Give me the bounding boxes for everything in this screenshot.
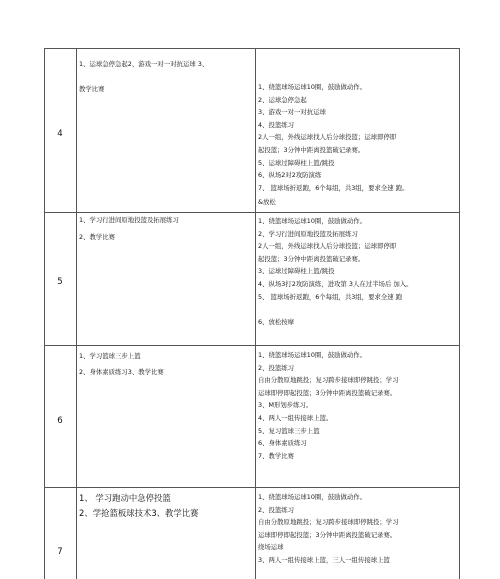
step-line: 2人一组，外线运球找人后分球投篮；运球即停即 xyxy=(258,133,397,142)
step-line: 2、投篮练习 xyxy=(258,363,295,372)
content-line: 2、教学比赛 xyxy=(79,232,116,241)
step-line: 3、M形划步练习。 xyxy=(258,401,313,410)
lesson-content xyxy=(79,491,249,521)
step-line: 7、 篮球场折返跑，6个每组，共3组，要求全速 跑。 xyxy=(258,183,409,192)
step-line: 5、运球过障碍柱上篮/跳投 xyxy=(258,158,335,167)
step-line: 4、两人一组传接球上篮。 xyxy=(258,413,333,422)
step-line: 4、投篮练习 xyxy=(258,120,295,129)
lesson-steps xyxy=(258,349,456,462)
lesson-number: 5 xyxy=(57,277,63,287)
step-line: 3、游戏一对一对抗运球 xyxy=(258,108,326,117)
step-line: 2、投篮练习 xyxy=(258,505,295,514)
row-divider xyxy=(45,345,459,346)
lesson-steps xyxy=(258,215,456,328)
step-line: 6、纵场2对2攻防演练 xyxy=(258,171,322,180)
content-line: 教学比赛 xyxy=(79,85,105,94)
step-line: 3、运球过障碍柱上篮/跳投 xyxy=(258,267,335,276)
step-line: 6、身体素质练习 xyxy=(258,439,307,448)
step-line xyxy=(258,303,456,316)
content-line xyxy=(79,71,249,84)
step-line: 1、绕篮球场运球10圈，鼓励做动作。 xyxy=(258,83,367,91)
lesson-number: 7 xyxy=(57,547,63,557)
step-line: 2、学习行进间原地投篮及拓展练习 xyxy=(258,229,358,238)
lesson-steps xyxy=(258,81,456,209)
column-divider xyxy=(255,49,256,579)
step-line: 6、放松按摩 xyxy=(258,317,295,326)
content-line: 2、学抢篮板球技术3、教学比赛 xyxy=(79,508,199,518)
lesson-number: 4 xyxy=(57,129,63,139)
row-divider xyxy=(45,212,459,213)
step-line: 自由分散原地跳投；复习跨步接球即停跳投；学习 xyxy=(258,376,399,385)
content-line: 1、运球急停急起2、游戏一对一对抗运球 3、 xyxy=(79,60,209,68)
step-line: 2、运球急停急起 xyxy=(258,95,307,104)
content-line: 1、 学习跑动中急停投篮 xyxy=(79,493,171,503)
content-line: 1、学习行进间原地投篮及拓展练习 xyxy=(79,216,179,224)
content-line: 2、身体素质练习3、教学比赛 xyxy=(79,367,164,376)
row-divider xyxy=(45,487,459,488)
column-divider xyxy=(76,49,77,579)
step-line: 2人一组，外线运球找人后分球投篮；运球即停即 xyxy=(258,242,397,251)
lesson-content xyxy=(79,58,249,96)
lesson-content xyxy=(79,214,249,243)
step-line: 1、绕篮球场运球10圈，鼓励做动作。 xyxy=(258,351,367,359)
step-line: 3、两人一组传接球上篮，三人一组传接球上篮 xyxy=(258,555,390,564)
step-line: 运球即停即起投篮；3分钟中距离投篮破记录赛。 xyxy=(258,388,397,397)
step-line: 5、 篮球场折返跑，6个每组，共3组，要求全速 跑 xyxy=(258,292,403,301)
step-line: 1、绕篮球场运球10圈，鼓励做动作。 xyxy=(258,493,367,501)
step-line: 起投篮；3分钟中距离投篮破记录赛。 xyxy=(258,254,365,263)
lesson-number: 6 xyxy=(57,416,63,426)
step-line: 自由分散原地跳投；复习跨步接球即停跳投；学习 xyxy=(258,518,399,527)
content-line: 1、学习篮球三步上篮 xyxy=(79,352,141,360)
step-line: 5、复习篮球三步上篮 xyxy=(258,426,320,435)
step-line: 运球即停即起投篮；3分钟中距离投篮破记录赛。 xyxy=(258,530,397,539)
lesson-steps xyxy=(258,491,456,567)
step-line: 起投篮；3分钟中距离投篮破记录赛。 xyxy=(258,145,365,154)
lesson-content xyxy=(79,350,249,378)
step-line: 4、纵场3打2攻防演练，进攻第 3人在过半场后 加入。 xyxy=(258,279,413,288)
step-line: 7、教学比赛 xyxy=(258,451,295,460)
step-line: 绕场运球 xyxy=(258,543,284,552)
step-line: &放松 xyxy=(258,198,276,207)
step-line: 1、绕篮球场运球10圈，鼓励做动作。 xyxy=(258,217,367,225)
lesson-plan-table xyxy=(44,48,460,579)
